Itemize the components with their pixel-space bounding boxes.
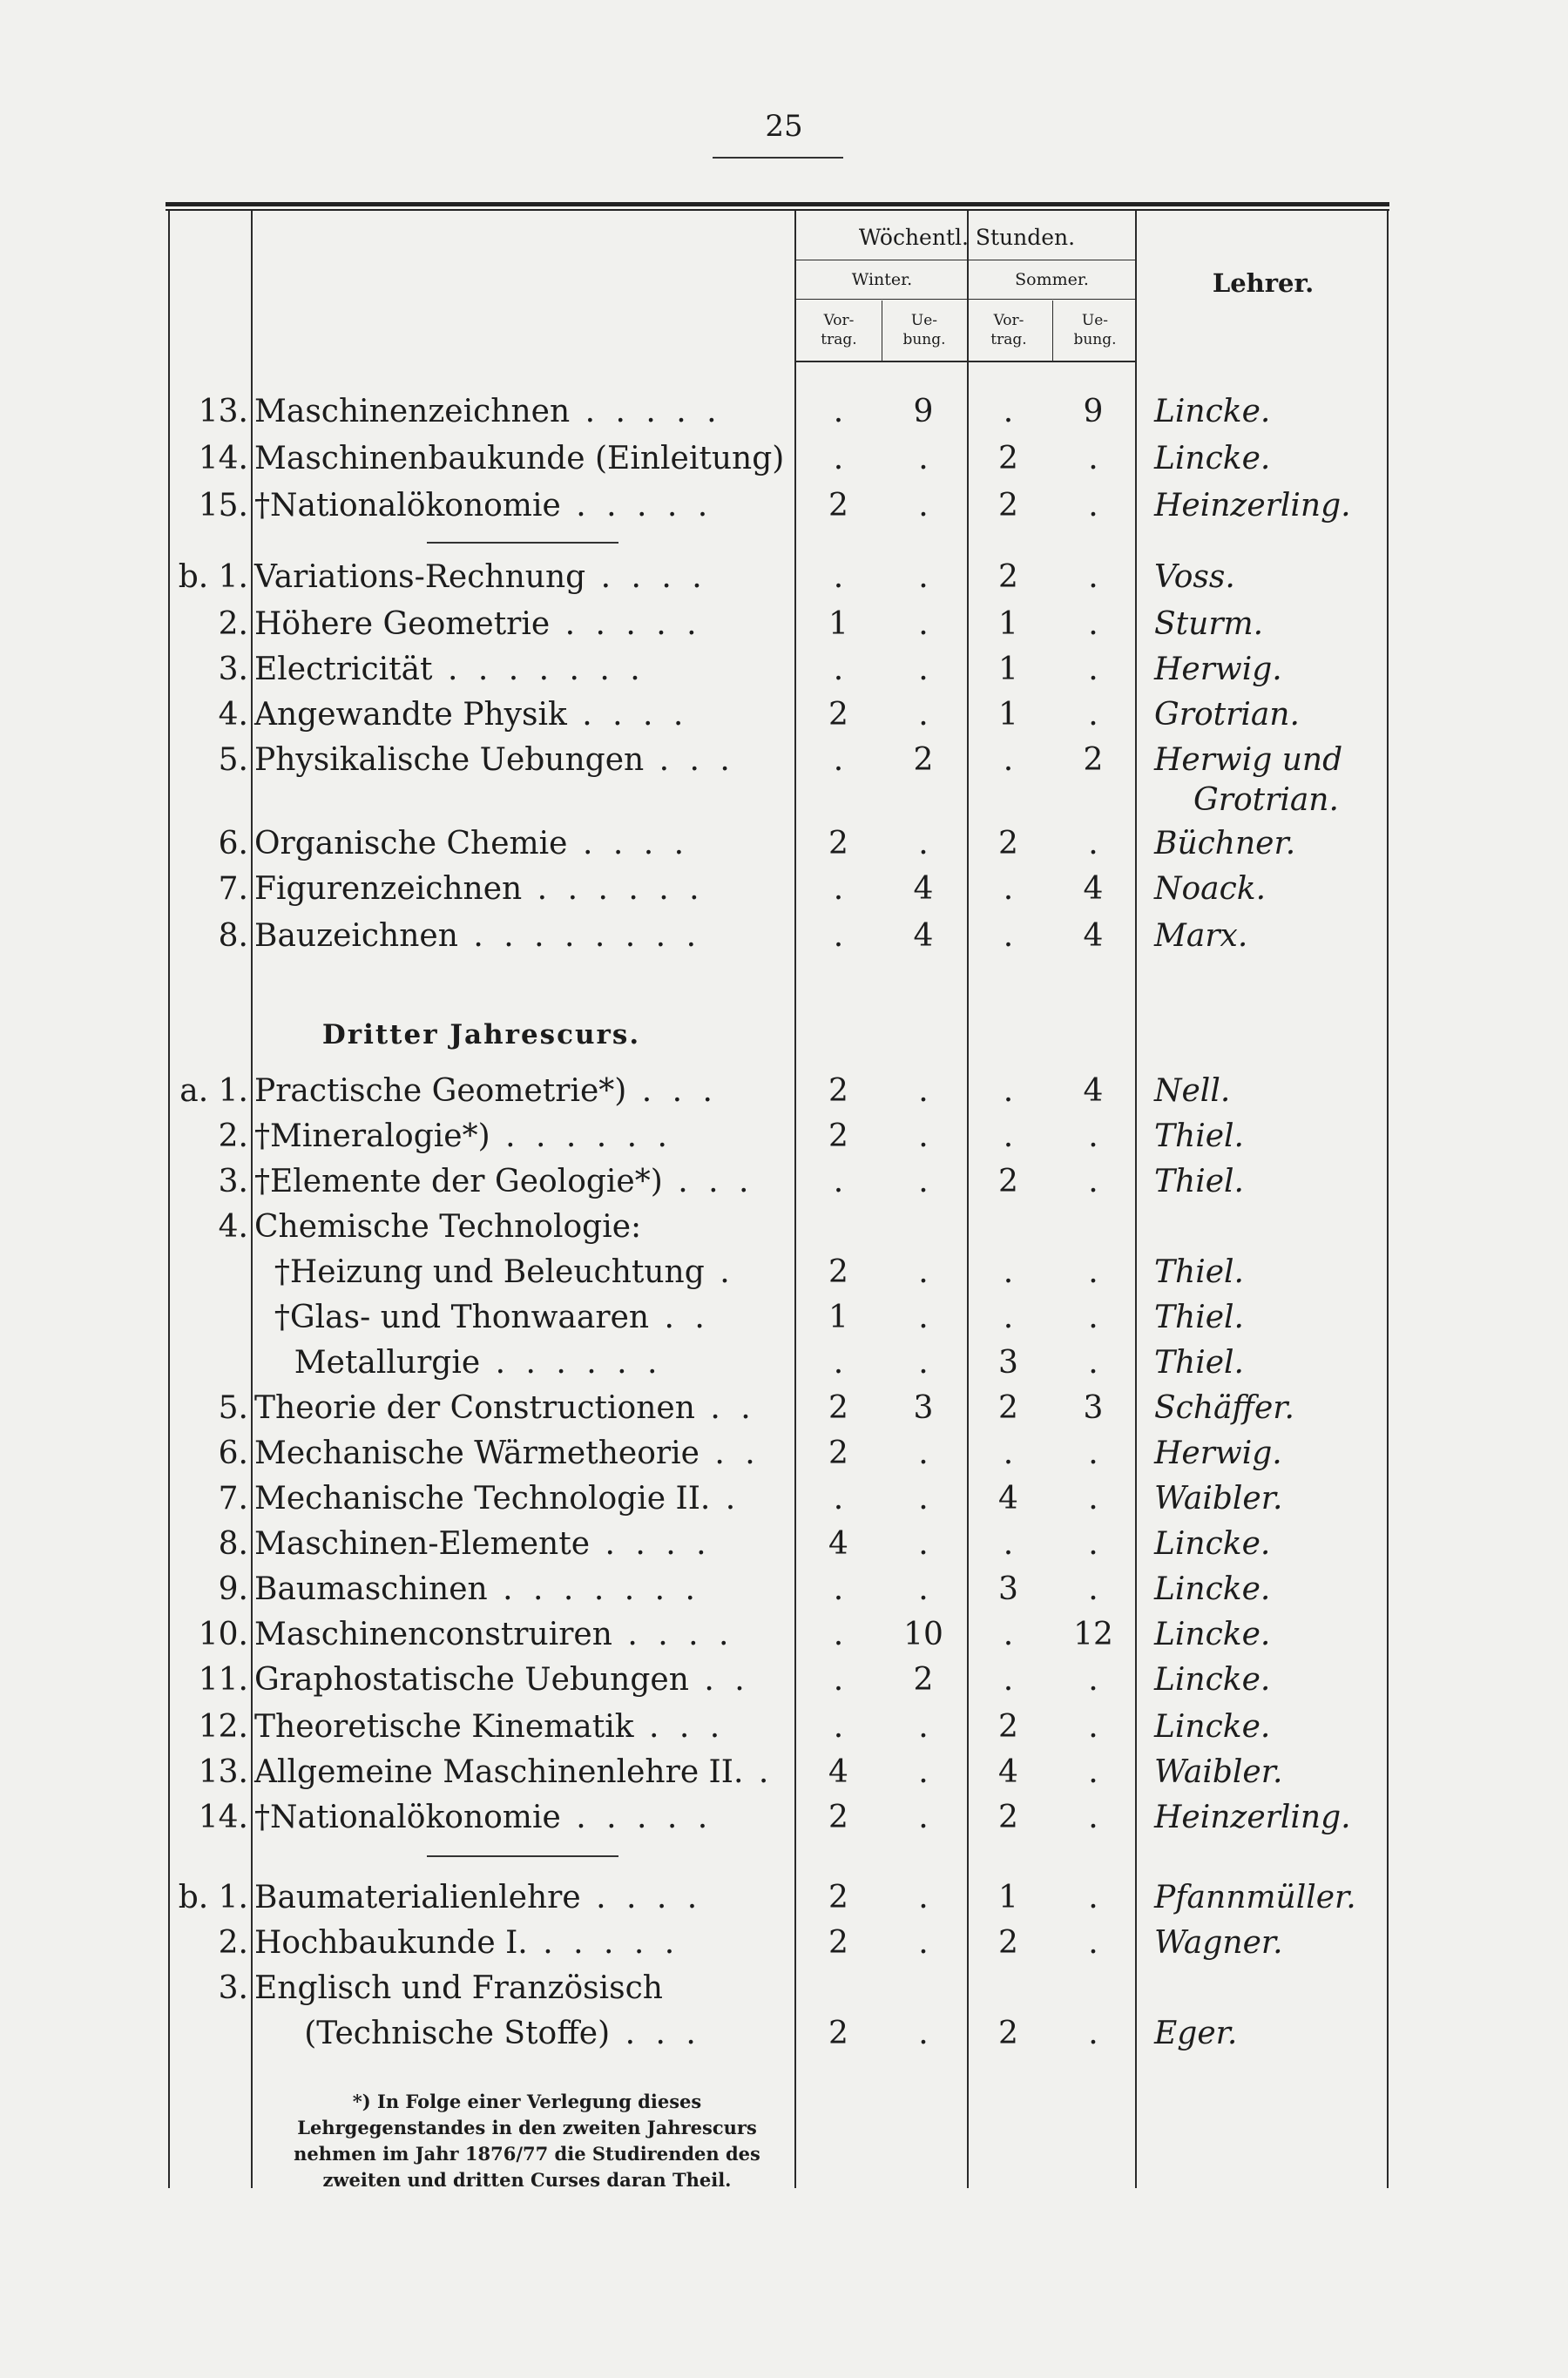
summer-exercise-hours: . (1088, 1481, 1098, 1517)
table-row (166, 1880, 1394, 1925)
summer-lecture-hours: 1 (998, 606, 1018, 642)
summer-lecture-hours: . (1003, 1254, 1014, 1290)
table-row (166, 1617, 1394, 1662)
table-row (166, 441, 1394, 486)
table-row (166, 1118, 1394, 1164)
winter-lecture-hours: 2 (828, 1390, 848, 1426)
course-teacher: Grotrian. (1154, 697, 1300, 733)
course-number: 3. (218, 1164, 248, 1199)
course-subject: Maschinenzeichnen . . . . . (254, 394, 722, 429)
summer-lecture-hours: . (1003, 871, 1014, 907)
table-top-rule (166, 202, 1389, 206)
course-number: b. 1. (178, 559, 248, 595)
course-subject: †Glas- und Thonwaaren . . (254, 1300, 710, 1335)
course-teacher: Pfannmüller. (1154, 1880, 1356, 1915)
header-bottom-line (796, 361, 1136, 362)
header-line-season (796, 299, 1136, 300)
summer-exercise-hours: . (1088, 606, 1098, 642)
summer-exercise-hours: . (1088, 1800, 1098, 1835)
course-teacher: Lincke. (1154, 394, 1271, 429)
course-number: 8. (218, 918, 248, 954)
course-subject: Allgemeine Maschinenlehre II. . (254, 1754, 774, 1790)
summer-lecture-hours: . (1003, 1300, 1014, 1335)
course-teacher: Voss. (1154, 559, 1235, 595)
table-row (166, 1300, 1394, 1345)
course-subject: Metallurgie . . . . . . (254, 1345, 663, 1381)
summer-exercise-hours: . (1088, 826, 1098, 861)
winter-exercise-hours: . (918, 606, 929, 642)
winter-lecture-hours: . (833, 871, 844, 907)
course-teacher: Wagner. (1154, 1925, 1283, 1961)
summer-lecture-hours: 2 (998, 488, 1018, 524)
summer-exercise-hours: 2 (1083, 742, 1104, 778)
course-subject: Figurenzeichnen . . . . . . (254, 871, 705, 907)
header-summer-lecture: Vor- trag. (990, 312, 1027, 348)
course-number: 13. (198, 394, 248, 429)
course-number: 11. (198, 1662, 248, 1698)
table-row (166, 1164, 1394, 1209)
course-subject: Höhere Geometrie . . . . . (254, 606, 702, 642)
course-teacher: Noack. (1154, 871, 1267, 907)
course-number: 2. (218, 1118, 248, 1154)
summer-exercise-hours: . (1088, 697, 1098, 733)
winter-exercise-hours: . (918, 1073, 929, 1109)
course-subject: Organische Chemie . . . . (254, 826, 690, 861)
winter-exercise-hours: . (918, 697, 929, 733)
header-teacher: Lehrer. (1212, 268, 1315, 298)
summer-lecture-hours: . (1003, 1436, 1014, 1471)
course-subject: Mechanische Wärmetheorie . . (254, 1436, 760, 1471)
summer-lecture-hours: 2 (998, 1164, 1018, 1199)
winter-lecture-hours: . (833, 1571, 844, 1607)
summer-lecture-hours: . (1003, 1118, 1014, 1154)
summer-exercise-hours: . (1088, 2016, 1098, 2051)
course-number: 7. (218, 871, 248, 907)
summer-lecture-hours: 2 (998, 1390, 1018, 1426)
section-separator (427, 1855, 618, 1857)
winter-lecture-hours: 2 (828, 1118, 848, 1154)
page-number-rule (713, 157, 843, 159)
course-number: a. 1. (179, 1073, 248, 1109)
table-row (166, 1662, 1394, 1707)
table-row (166, 871, 1394, 916)
course-teacher: Thiel. (1154, 1254, 1244, 1290)
course-number: 4. (218, 1209, 248, 1245)
table-row (166, 606, 1394, 652)
winter-exercise-hours: 2 (913, 1662, 934, 1698)
winter-lecture-hours: 2 (828, 1925, 848, 1961)
course-subject: Baumaschinen . . . . . . . (254, 1571, 700, 1607)
course-subject: †Nationalökonomie . . . . . (254, 1800, 713, 1835)
course-number: 7. (218, 1481, 248, 1517)
table-row (166, 652, 1394, 697)
course-teacher: Lincke. (1154, 1662, 1271, 1698)
table-row (166, 1970, 1394, 2016)
summer-lecture-hours: 2 (998, 1925, 1018, 1961)
course-teacher: Schäffer. (1154, 1390, 1294, 1426)
course-teacher: Lincke. (1154, 1709, 1271, 1745)
table-row (166, 1254, 1394, 1300)
table-row (166, 1390, 1394, 1436)
course-number: 14. (198, 441, 248, 476)
course-subject: †Elemente der Geologie*) . . . (254, 1164, 754, 1199)
winter-exercise-hours: . (918, 826, 929, 861)
course-number: 5. (218, 1390, 248, 1426)
winter-exercise-hours: . (918, 1118, 929, 1154)
course-teacher-continued: Grotrian. (1193, 782, 1339, 818)
course-number: 6. (218, 826, 248, 861)
course-number: 14. (198, 1800, 248, 1835)
winter-exercise-hours: . (918, 1436, 929, 1471)
course-teacher: Nell. (1154, 1073, 1231, 1109)
course-teacher: Heinzerling. (1154, 1800, 1351, 1835)
summer-exercise-hours: . (1088, 1436, 1098, 1471)
course-subject: Electricität . . . . . . . (254, 652, 645, 687)
table-row (166, 488, 1394, 533)
winter-exercise-hours: . (918, 1481, 929, 1517)
summer-lecture-hours: 1 (998, 697, 1018, 733)
winter-exercise-hours: . (918, 1164, 929, 1199)
course-teacher: Lincke. (1154, 1617, 1271, 1652)
course-subject: Variations-Rechnung . . . . (254, 559, 707, 595)
course-number: 15. (198, 488, 248, 524)
winter-lecture-hours: 2 (828, 1254, 848, 1290)
table-row (166, 2016, 1394, 2061)
winter-lecture-hours: . (833, 652, 844, 687)
winter-exercise-hours: . (918, 559, 929, 595)
winter-lecture-hours: 1 (828, 1300, 848, 1335)
summer-exercise-hours: . (1088, 1300, 1098, 1335)
course-number: 10. (198, 1617, 248, 1652)
course-number: 4. (218, 697, 248, 733)
course-subject: Bauzeichnen . . . . . . . . (254, 918, 702, 954)
course-teacher: Herwig. (1154, 1436, 1282, 1471)
course-teacher: Eger. (1154, 2016, 1238, 2051)
course-teacher: Herwig und (1154, 742, 1343, 778)
summer-lecture-hours: . (1003, 742, 1014, 778)
winter-lecture-hours: 2 (828, 2016, 848, 2051)
summer-exercise-hours: . (1088, 441, 1098, 476)
course-teacher: Lincke. (1154, 1571, 1271, 1607)
course-teacher: Lincke. (1154, 1526, 1271, 1562)
table-row (166, 1209, 1394, 1254)
summer-lecture-hours: 2 (998, 2016, 1018, 2051)
winter-exercise-hours: 4 (913, 918, 934, 954)
summer-lecture-hours: . (1003, 1073, 1014, 1109)
summer-exercise-hours: . (1088, 1118, 1098, 1154)
summer-exercise-hours: 4 (1083, 1073, 1104, 1109)
summer-lecture-hours: 1 (998, 1880, 1018, 1915)
winter-exercise-hours: 4 (913, 871, 934, 907)
course-number: 2. (218, 606, 248, 642)
course-number: 12. (198, 1709, 248, 1745)
winter-lecture-hours: . (833, 1617, 844, 1652)
course-number: 9. (218, 1571, 248, 1607)
header-summer-exercise: Ue- bung. (1073, 312, 1117, 348)
summer-exercise-hours: . (1088, 1709, 1098, 1745)
winter-lecture-hours: . (833, 394, 844, 429)
winter-exercise-hours: . (918, 488, 929, 524)
course-teacher: Waibler. (1154, 1754, 1283, 1790)
summer-exercise-hours: . (1088, 1526, 1098, 1562)
course-number: 13. (198, 1754, 248, 1790)
summer-lecture-hours: . (1003, 394, 1014, 429)
summer-exercise-hours: . (1088, 559, 1098, 595)
course-number: 3. (218, 1970, 248, 2006)
table-row (166, 697, 1394, 742)
table-row (166, 559, 1394, 605)
winter-lecture-hours: . (833, 559, 844, 595)
course-teacher: Thiel. (1154, 1300, 1244, 1335)
summer-exercise-hours: . (1088, 1754, 1098, 1790)
winter-lecture-hours: 2 (828, 1800, 848, 1835)
table-row (166, 1526, 1394, 1571)
course-number: 3. (218, 652, 248, 687)
winter-lecture-hours: . (833, 1345, 844, 1381)
winter-exercise-hours: . (918, 441, 929, 476)
winter-lecture-hours: . (833, 918, 844, 954)
course-subject: Physikalische Uebungen . . . (254, 742, 735, 778)
summer-lecture-hours: 2 (998, 1709, 1018, 1745)
table-row (166, 1345, 1394, 1390)
course-teacher: Büchner. (1154, 826, 1296, 861)
header-winter-exercise: Ue- bung. (902, 312, 946, 348)
course-teacher: Marx. (1154, 918, 1248, 954)
winter-lecture-hours: . (833, 441, 844, 476)
table-row (166, 1925, 1394, 1970)
table-top-rule-inner (166, 209, 1389, 211)
course-subject: Hochbaukunde I. . . . . . (254, 1925, 680, 1961)
summer-exercise-hours: 9 (1083, 394, 1104, 429)
winter-exercise-hours: . (918, 1709, 929, 1745)
header-weekly-hours: Wöchentl. Stunden. (858, 225, 1076, 250)
table-row (166, 918, 1394, 963)
summer-exercise-hours: . (1088, 488, 1098, 524)
course-subject: Maschinenconstruiren . . . . (254, 1617, 734, 1652)
course-subject: Maschinen-Elemente . . . . (254, 1526, 712, 1562)
winter-lecture-hours: 4 (828, 1526, 848, 1562)
summer-lecture-hours: 2 (998, 1800, 1018, 1835)
winter-lecture-hours: 4 (828, 1754, 848, 1790)
summer-lecture-hours: . (1003, 1662, 1014, 1698)
winter-lecture-hours: 2 (828, 488, 848, 524)
course-subject: (Technische Stoffe) . . . (254, 2016, 701, 2051)
header-winter: Winter. (851, 270, 913, 289)
winter-exercise-hours: . (918, 1300, 929, 1335)
winter-exercise-hours: 10 (903, 1617, 943, 1652)
table-row (166, 1754, 1394, 1800)
course-teacher: Sturm. (1154, 606, 1264, 642)
winter-lecture-hours: . (833, 1662, 844, 1698)
summer-exercise-hours: 12 (1073, 1617, 1113, 1652)
winter-lecture-hours: 2 (828, 697, 848, 733)
summer-lecture-hours: . (1003, 1617, 1014, 1652)
table-row (166, 1436, 1394, 1481)
winter-exercise-hours: . (918, 1800, 929, 1835)
course-teacher: Thiel. (1154, 1164, 1244, 1199)
summer-lecture-hours: 2 (998, 559, 1018, 595)
course-number: b. 1. (178, 1880, 248, 1915)
summer-lecture-hours: . (1003, 1526, 1014, 1562)
winter-exercise-hours: 3 (913, 1390, 934, 1426)
course-subject: Baumaterialienlehre . . . . (254, 1880, 703, 1915)
course-subject: Graphostatische Uebungen . . (254, 1662, 750, 1698)
course-subject: Theoretische Kinematik . . . (254, 1709, 726, 1745)
course-subject: Mechanische Technologie II. . (254, 1481, 741, 1517)
summer-lecture-hours: 3 (998, 1571, 1018, 1607)
winter-lecture-hours: 1 (828, 606, 848, 642)
course-number: 2. (218, 1925, 248, 1961)
header-winter-lecture: Vor- trag. (821, 312, 857, 348)
winter-exercise-hours: . (918, 1880, 929, 1915)
course-number: 8. (218, 1526, 248, 1562)
page-number: 25 (765, 109, 803, 144)
summer-lecture-hours: 4 (998, 1481, 1018, 1517)
table-row (166, 1709, 1394, 1754)
footnote: *) In Folge einer Verlegung dieses Lehrgegenstandes in den zweiten Jahrescurs nehmen im Jahr 1876/77 die Studirenden des zweiten und dritten Curses daran Theil. (294, 2091, 760, 2191)
winter-exercise-hours: 2 (913, 742, 934, 778)
course-number: 5. (218, 742, 248, 778)
course-subject: †Nationalökonomie . . . . . (254, 488, 713, 524)
course-subject: †Mineralogie*) . . . . . . (254, 1118, 672, 1154)
course-number: 6. (218, 1436, 248, 1471)
course-subject: Chemische Technologie: (254, 1209, 642, 1245)
course-subject: Maschinenbaukunde (Einleitung) (254, 441, 785, 476)
table-row (166, 1800, 1394, 1845)
table-row (166, 394, 1394, 439)
summer-lecture-hours: . (1003, 918, 1014, 954)
course-teacher: Thiel. (1154, 1118, 1244, 1154)
section-title: Dritter Jahrescurs. (321, 1019, 641, 1051)
summer-lecture-hours: 3 (998, 1345, 1018, 1381)
winter-exercise-hours: . (918, 1345, 929, 1381)
summer-exercise-hours: . (1088, 1345, 1098, 1381)
summer-exercise-hours: . (1088, 1254, 1098, 1290)
winter-exercise-hours: . (918, 1571, 929, 1607)
header-summer: Sommer. (1015, 270, 1089, 289)
table-row (166, 826, 1394, 871)
summer-exercise-hours: 3 (1083, 1390, 1104, 1426)
summer-exercise-hours: . (1088, 652, 1098, 687)
course-subject: Angewandte Physik . . . . (254, 697, 689, 733)
table-row (166, 1481, 1394, 1526)
winter-lecture-hours: 2 (828, 1073, 848, 1109)
winter-lecture-hours: . (833, 742, 844, 778)
course-teacher: Waibler. (1154, 1481, 1283, 1517)
course-teacher: Thiel. (1154, 1345, 1244, 1381)
winter-lecture-hours: 2 (828, 1880, 848, 1915)
summer-exercise-hours: . (1088, 1164, 1098, 1199)
summer-lecture-hours: 2 (998, 826, 1018, 861)
summer-lecture-hours: 2 (998, 441, 1018, 476)
winter-lecture-hours: 2 (828, 1436, 848, 1471)
summer-exercise-hours: 4 (1083, 871, 1104, 907)
winter-lecture-hours: . (833, 1709, 844, 1745)
winter-exercise-hours: . (918, 1754, 929, 1790)
winter-exercise-hours: 9 (913, 394, 934, 429)
summer-exercise-hours: 4 (1083, 918, 1104, 954)
section-separator (427, 542, 618, 544)
table-row (166, 1073, 1394, 1118)
course-subject: Practische Geometrie*) . . . (254, 1073, 718, 1109)
summer-exercise-hours: . (1088, 1925, 1098, 1961)
course-subject: Theorie der Constructionen . . (254, 1390, 756, 1426)
winter-exercise-hours: . (918, 2016, 929, 2051)
table-row (166, 742, 1394, 829)
course-teacher: Lincke. (1154, 441, 1271, 476)
course-subject: †Heizung und Beleuchtung . (254, 1254, 735, 1290)
winter-exercise-hours: . (918, 1925, 929, 1961)
summer-exercise-hours: . (1088, 1571, 1098, 1607)
summer-exercise-hours: . (1088, 1880, 1098, 1915)
winter-lecture-hours: 2 (828, 826, 848, 861)
course-teacher: Herwig. (1154, 652, 1282, 687)
summer-exercise-hours: . (1088, 1662, 1098, 1698)
winter-lecture-hours: . (833, 1164, 844, 1199)
summer-lecture-hours: 4 (998, 1754, 1018, 1790)
winter-lecture-hours: . (833, 1481, 844, 1517)
course-teacher: Heinzerling. (1154, 488, 1351, 524)
table-row (166, 1571, 1394, 1617)
course-subject: Englisch und Französisch (254, 1970, 663, 2006)
winter-exercise-hours: . (918, 1254, 929, 1290)
summer-lecture-hours: 1 (998, 652, 1018, 687)
winter-exercise-hours: . (918, 1526, 929, 1562)
winter-exercise-hours: . (918, 652, 929, 687)
